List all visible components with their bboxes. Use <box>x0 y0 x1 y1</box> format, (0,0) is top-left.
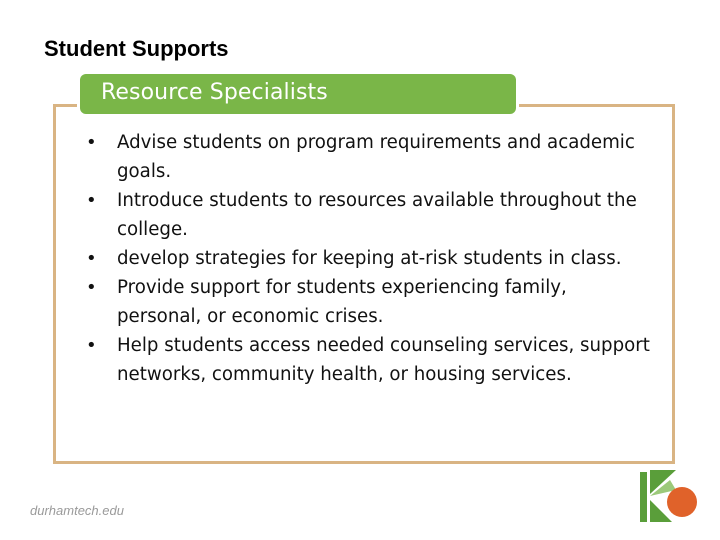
slide-title: Student Supports <box>44 36 229 61</box>
list-item: • Help students access needed counseling services, support networks, community health, or housing services. <box>86 331 656 389</box>
logo-orange-circle <box>667 487 697 517</box>
durham-tech-logo-icon <box>640 470 698 522</box>
list-item: • Introduce students to resources available throughout the college. <box>86 186 656 244</box>
list-item: • Advise students on program requirements and academic goals. <box>86 128 656 186</box>
footer-url: durhamtech.edu <box>30 503 124 518</box>
section-header-label: Resource Specialists <box>101 80 328 105</box>
list-item: • Provide support for students experiencing family, personal, or economic crises. <box>86 273 656 331</box>
bullet-list <box>86 128 656 389</box>
section-header <box>80 74 516 114</box>
logo-green-left <box>640 472 647 522</box>
list-item: • develop strategies for keeping at-risk students in class. <box>86 244 656 273</box>
